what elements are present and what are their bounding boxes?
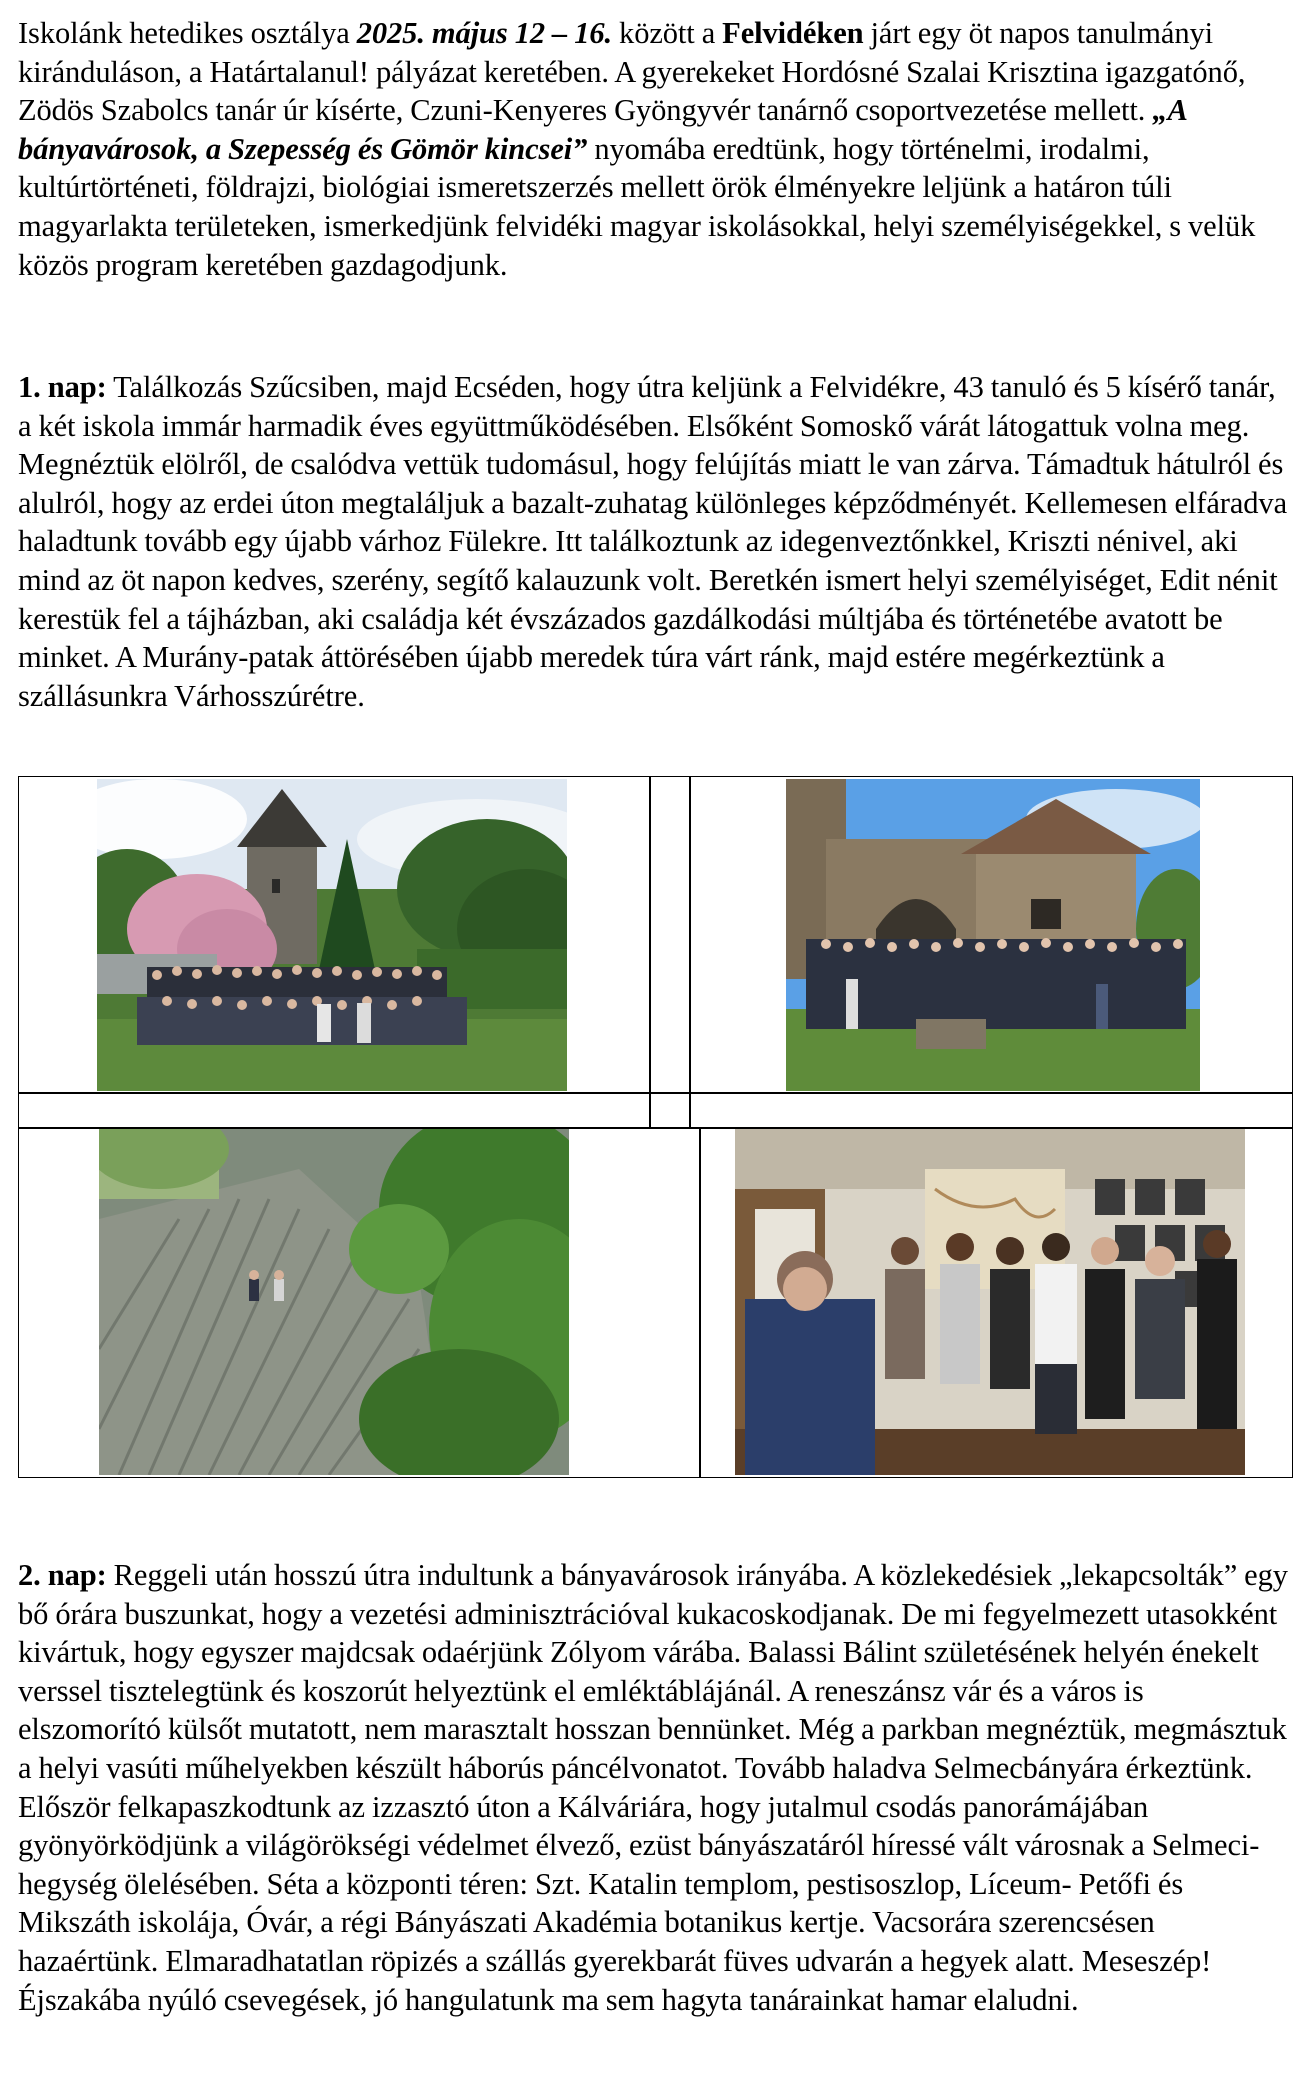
intro-text-2: között a — [612, 16, 723, 50]
region-name: Felvidéken — [722, 16, 864, 50]
photo-table — [18, 776, 1293, 1478]
intro-text-1: Iskolánk hetedikes osztálya — [18, 16, 357, 50]
table-divider — [689, 1092, 691, 1127]
table-divider — [649, 777, 651, 1104]
museum-room-photo — [735, 1129, 1245, 1475]
day1-text: Találkozás Szűcsiben, majd Ecséden, hogy útra keljünk a Felvidékre, 43 tanuló és 5 kísérő tanár, a két iskola immár harmadik éves együttműködésében. Elsőként Somoskő várát látogattuk volna meg. Megnéztük elölről, de csalódva vettük tudomásul, hogy felújítás miatt le van zárva. Támadtuk hátulról és alulról, hogy az erdei úton megtaláljuk a bazalt-zuhatag különleges képződményét. Kellemesen elfáradva haladtunk tovább egy újabb várhoz Fülekre. Itt találkoztunk az idegenveztőnkkel, Kriszti nénivel, aki mind az öt napon kedves, szerény, segítő kalauzunk volt. Beretkén ismert helyi személyiséget, Edit nénit kerestük fel a tájházban, aki családja két évszázados gazdálkodási múltjába és történetébe avatott be minket. A Murány-patak áttörésében újabb meredek túra várt ránk, majd estére megérkeztünk a szállásunkra Várhosszúrétre. — [18, 370, 1288, 713]
basalt-rock-formation-photo — [99, 1129, 569, 1475]
castle-ruin-group-photo — [786, 779, 1200, 1091]
castle-tower-group-photo — [97, 779, 567, 1091]
table-divider — [699, 1127, 701, 1477]
trip-motto: „A bányavárosok, a Szepesség és Gömör kincsei” — [18, 93, 1187, 166]
trip-dates: 2025. május 12 – 16. — [356, 16, 613, 50]
intro-text-4: nyomába eredtünk, hogy történelmi, irodalmi, kultúrtörténeti, földrajzi, biológiai ismeretszerzés mellett örök élményekre leljünk a határon túli magyarlakta területeken, ismerkedjünk felvidéki magyar iskolásokkal, helyi személyiségekkel, s velük közös program keretében gazdagodjunk. — [18, 131, 1256, 282]
day2-paragraph — [18, 1556, 1290, 2019]
table-divider — [689, 777, 691, 1104]
table-divider — [19, 1092, 1292, 1094]
day1-paragraph — [18, 368, 1290, 715]
table-divider — [649, 1092, 651, 1127]
day1-label: 1. nap: — [18, 370, 107, 404]
intro-paragraph — [18, 14, 1290, 284]
day2-label: 2. nap: — [18, 1558, 107, 1592]
intro-text-3: járt egy öt napos tanulmányi kiránduláson, a Határtalanul! pályázat keretében. A gyerekeket Hordósné Szalai Krisztina igazgatónő, Zödös Szabolcs tanár úr kísérte, Czuni-Kenyeres Gyöngyvér tanárnő csoportvezetése mellett. — [18, 16, 1246, 128]
day2-text: Reggeli után hosszú útra indultunk a bányavárosok irányába. A közlekedésiek „lekapcsolták” egy bő órára buszunkat, hogy a vezetési adminisztrációval kukacoskodjanak. De mi fegyelmezett utasokként kivártuk, hogy egyszer majdcsak odaérjünk Zólyom várába. Balassi Bálint születésének helyén énekelt verssel tisztelegtünk és koszorút helyeztünk el emléktáblájánál. A reneszánsz vár és a város is elszomorító külsőt mutatott, nem marasztalt hosszan bennünket. Még a parkban megnéztük, megmásztuk a helyi vasúti műhelyekben készült háborús páncélvonatot. Tovább haladva Selmecbányára érkeztünk. Először felkapaszkodtunk az izzasztó úton a Kálváriára, hogy jutalmul csodás panorámájában gyönyörködjünk a világörökségi védelmet élvező, ezüst bányászatáról híressé vált városnak a Selmeci-hegység ölelésében. Séta a központi téren: Szt. Katalin templom, pestisoszlop, Líceum- Petőfi és Mikszáth iskolája, Óvár, a régi Bányászati Akadémia botanikus kertje. Vacsorára szerencsésen hazaértünk. Elmaradhatatlan röpizés a szállás gyerekbarát füves udvarán a hegyek alatt. Meseszép! Éjszakába nyúló csevegések, jó hangulatunk ma sem hagyta tanárainkat hamar elaludni. — [18, 1558, 1288, 2017]
